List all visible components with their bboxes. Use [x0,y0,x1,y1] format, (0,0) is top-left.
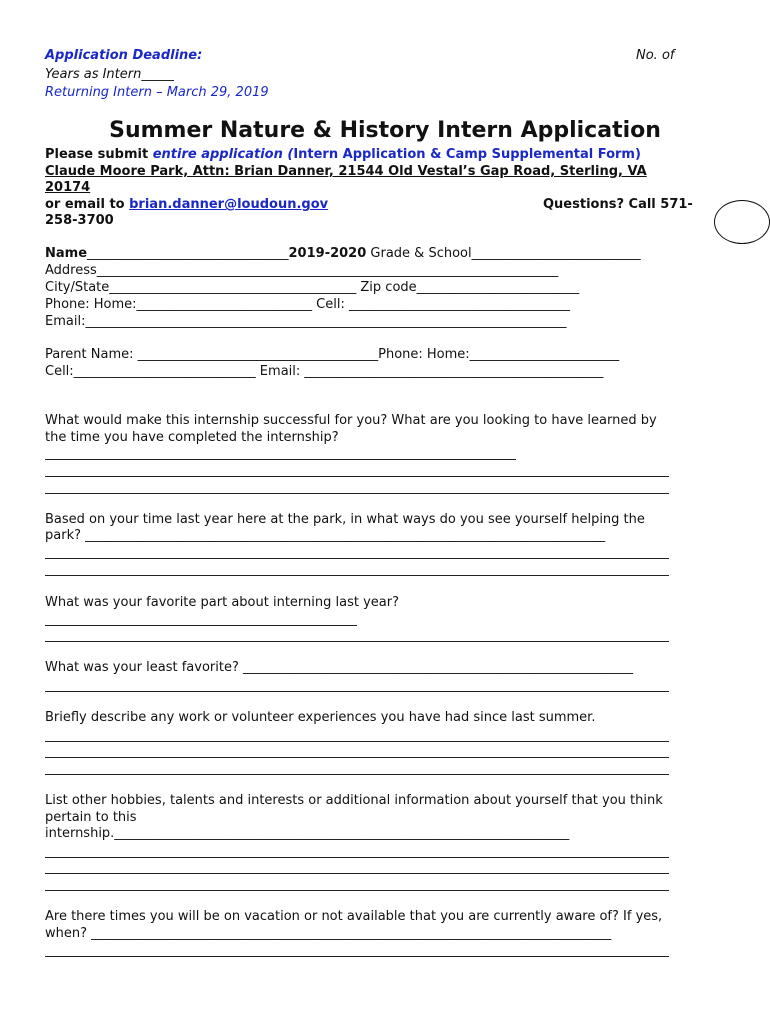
answer-line[interactable] [45,575,669,576]
phone-number-end: 258-3700 [45,213,114,228]
forms-list: Intern Application & Camp Supplemental Form) [293,147,641,162]
answer-line[interactable] [45,493,669,494]
answer-line[interactable] [45,476,669,477]
email-line [45,196,328,213]
grade-school-field[interactable]: Grade & School__________________________ [366,246,641,261]
name-blank[interactable]: _______________________________ [87,246,289,261]
answer-line[interactable] [45,558,669,559]
question-3: What was your favorite part about interning last year? [45,595,399,610]
no-of-label: No. of [636,48,675,63]
email-prefix: or email to [45,197,130,212]
email-link[interactable]: brian.danner@loudoun.gov [129,197,329,212]
mailing-address-line2: 20174 [45,180,91,195]
years-circle[interactable] [714,200,770,244]
question-6-line1: List other hobbies, talents and interests or additional information about yourself that you think [45,793,663,808]
questions-call: Questions? Call 571- [543,197,693,212]
question-1-line2: the time you have completed the internship? [45,430,339,445]
answer-line[interactable] [45,459,516,460]
deadline-label: Application Deadline: [45,48,203,63]
answer-line[interactable] [45,956,669,957]
answer-line[interactable] [45,625,357,626]
name-row[interactable] [45,245,641,262]
question-5: Briefly describe any work or volunteer experiences you have had since last summer. [45,710,596,725]
years-as-intern: Years as Intern_____ [45,67,174,82]
phone-cell-field[interactable]: Phone: Home:___________________________ Cell: __________________________________ [45,297,570,312]
question-6-line2: pertain to this [45,810,137,825]
submit-instructions [45,146,641,163]
answer-line[interactable] [45,641,669,642]
submit-prefix: Please submit [45,147,153,162]
question-7-line1: Are there times you will be on vacation or not available that you are currently aware of? If yes, [45,909,663,924]
entire-application: entire application ( [152,147,294,162]
mailing-address-line1: Claude Moore Park, Attn: Brian Danner, 21544 Old Vestal’s Gap Road, Sterling, VA [45,164,647,179]
answer-line[interactable] [45,757,669,758]
question-2-line1: Based on your time last year here at the park, in what ways do you see yourself helping the [45,512,645,527]
answer-line[interactable] [45,774,669,775]
question-6-line3[interactable]: internship.______________________________________________________________________ [45,826,570,841]
address-field[interactable]: Address_______________________________________________________________________ [45,263,559,278]
question-4[interactable]: What was your least favorite? ____________________________________________________________ [45,660,634,675]
parent-name-field[interactable]: Parent Name: _____________________________________Phone: Home:_______________________ [45,347,620,362]
question-1-line1: What would make this internship successful for you? What are you looking to have learned by [45,413,657,428]
year-label: 2019-2020 [288,246,367,261]
answer-line[interactable] [45,691,669,692]
name-label: Name [45,246,88,261]
city-zip-field[interactable]: City/State______________________________________ Zip code_________________________ [45,280,580,295]
returning-intern-deadline: Returning Intern – March 29, 2019 [45,85,269,100]
answer-line[interactable] [45,857,669,858]
parent-cell-email-field[interactable]: Cell:____________________________ Email: ______________________________________________ [45,364,604,379]
answer-line[interactable] [45,890,669,891]
question-2-line2[interactable]: park? ________________________________________________________________________________ [45,528,606,543]
email-field[interactable]: Email:__________________________________________________________________________ [45,314,567,329]
page-title: Summer Nature & History Intern Application [109,118,661,143]
question-7-line2[interactable]: when? ________________________________________________________________________________ [45,926,612,941]
answer-line[interactable] [45,741,669,742]
answer-line[interactable] [45,873,669,874]
